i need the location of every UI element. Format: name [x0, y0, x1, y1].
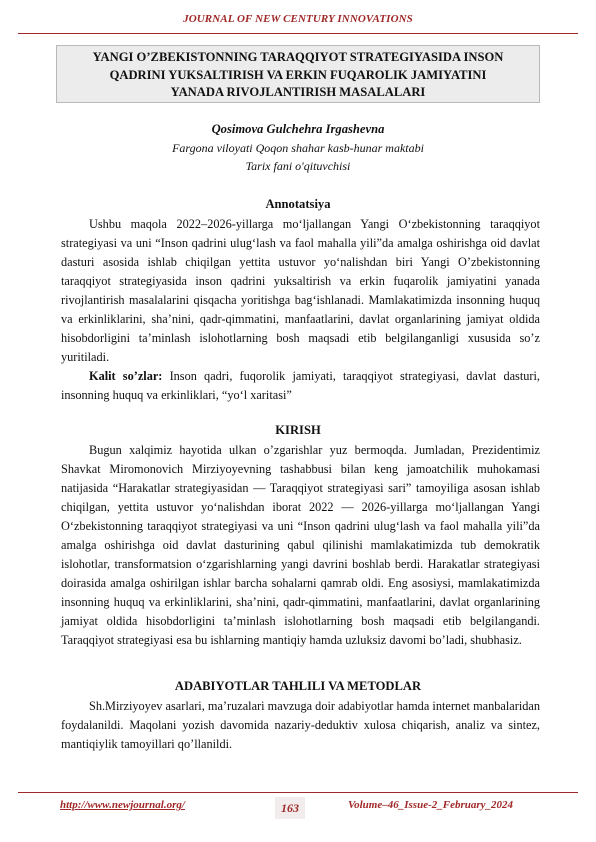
abstract-text: Ushbu maqola 2022–2026-yillarga mo‘ljallangan Yangi O‘zbekistonning taraqqiyot strategiyasi va uni “Inson qadrini ulug‘lash va faol mahalla yili”da amalga oshirishga oid davlat dasturi asosida ishlab chiqilgan yettita ustuvor yo‘nalishdan biri Yangi O’zbekistonning taraqqiyot strategiyasida inson qadrini yuksaltirish va erkin fuqarolik jamiyatini yanada rivojlantirish masalalarini qisqacha yoritishga bag‘ishlanadi. Mamlakatimizda insonning huquq va erkinliklarini, sha’nini, qadr-qimmatini, manfaatlarini, davlat organlarining jamiyat oldida hisobdorligini ta’minlash islohotlarning bosh maqsadi etib belgilanganligi xususida so’z yuritiladi.: [61, 217, 540, 364]
footer-page-number: 163: [275, 797, 305, 819]
paper-title-line-3: YANADA RIVOJLANTIRISH MASALALARI: [170, 85, 426, 99]
journal-header: JOURNAL OF NEW CENTURY INNOVATIONS: [183, 13, 413, 25]
footer-journal-link[interactable]: http://www.newjournal.org/: [60, 799, 185, 811]
author-affiliation-position: Tarix fani o'qituvchisi: [245, 159, 351, 173]
paper-title-box: [56, 45, 540, 103]
abstract-heading: Annotatsiya: [265, 197, 331, 211]
author-name: Qosimova Gulchehra Irgashevna: [211, 122, 385, 136]
intro-section: [61, 441, 540, 650]
keywords-paragraph: [61, 367, 540, 405]
abstract-section: [61, 215, 540, 405]
keywords-text: Inson qadri, fuqorolik jamiyati, taraqqiyot strategiyasi, davlat dasturi, insonning huquq va erkinliklari, “yo‘l xaritasi”: [61, 369, 540, 402]
author-affiliation-school: Fargona viloyati Qoqon shahar kasb-hunar maktabi: [172, 141, 424, 155]
lit-review-heading: ADABIYOTLAR TAHLILI VA METODLAR: [174, 679, 422, 693]
keywords-label: Kalit so’zlar:: [89, 369, 163, 383]
footer-rule: [18, 792, 578, 793]
paper-title-line-1: YANGI O’ZBEKISTONNING TARAQQIYOT STRATEGIYASIDA INSON: [92, 50, 504, 64]
intro-text: Bugun xalqimiz hayotida ulkan o’zgarishlar yuz bermoqda. Jumladan, Prezidentimiz Shavkat Miromonovich Mirziyoyevning tashabbusi bilan keng jamoatchilik muhokamasi natijasida “Harakatlar strategiyasidan — Taraqqiyot strategiyasi sari” tamoyiliga asosan ishlab chiqilgan, yettita ustuvor yo‘nalishdan iborat 2022 — 2026-yillarga mo‘ljallangan Yangi O‘zbekistonning taraqqiyot strategiyasi va uni “Inson qadrini ulug‘lash va faol mahalla yili”da amalga oshirishga oid davlat dasturining qabul qilinishi mamlakatimizda tub demokratik islohotlar, transformatsion o‘zgarishlarning yangi davrini boshlab berdi. Harakatlar strategiyasi doirasida amalga oshirilgan ishlar barcha sohalarni qamrab oldi. Eng asosiysi, mamlakatimizda insonning huquq va erkinliklarini, sha’nini, qadr-qimmatini, manfaatlarini, davlat organlarining jamiyat oldida hisobdorligini ta’minlash islohotlarning bosh maqsadi etib belgilangandi. Taraqqiyot strategiyasi esa bu ishlarning mantiqiy hamda uzluksiz davomi bo’ladi, shubhasiz.: [61, 443, 540, 647]
lit-review-text: Sh.Mirziyoyev asarlari, ma’ruzalari mavzuga doir adabiyotlar hamda internet manbalaridan foydalanildi. Maqolani yozish davomida nazariy-deduktiv xulosa chiqarish, analiz va sintez, mantiqiylik tamoyillari qo’llanildi.: [61, 699, 540, 751]
intro-heading: KIRISH: [275, 423, 321, 437]
header-rule: [18, 33, 578, 34]
lit-review-section: [61, 697, 540, 754]
footer-volume-info: Volume–46_Issue-2_February_2024: [348, 799, 514, 811]
paper-title-line-2: QADRINI YUKSALTIRISH VA ERKIN FUQAROLIK JAMIYATINI: [109, 67, 487, 82]
